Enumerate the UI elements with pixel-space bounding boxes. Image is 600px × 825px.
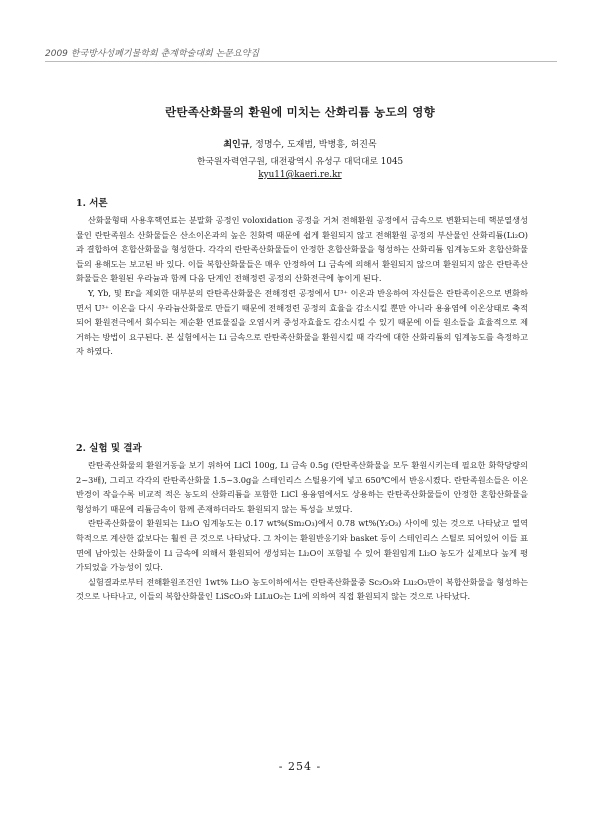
section-heading: 1. 서론 [76, 198, 108, 209]
email-line [0, 170, 600, 180]
co-authors: , 정명수, 도재범, 박병흥, 허진목 [249, 140, 377, 150]
paragraph: Y, Yb, 및 Er을 제외한 대부분의 란탄족산화물은 전해정련 공정에서 U³⁺ 이온과 반응하여 자신들은 란탄족이온으로 변화하면서 U³⁺ 이온을 다시 우라늄산화물로 만들기 때문에 전해정련 공정의 효율을 감소시킬 뿐만 아니라 용융염에 이온상태로 축적되어 환원전극에서 회수되는 제순환 연료물질을 오염시켜 중성자효율도 감소시킬 수 있기 때문에 이들 원소들을 효율적으로 제거하는 방법이 요구된다. 본 실험에서는 Li 금속으로 란탄족산화물을 환원시킬 때 각각에 대한 산화리튬의 임계농도를 측정하고자 하였다. [76, 287, 528, 357]
paragraph: 실험결과로부터 전해환원조건인 1wt% Li₂O 농도이하에서는 란탄족산화물중 Sc₂O₃와 Lu₂O₃만이 복합산화물을 형성하는 것으로 나타나고, 이들의 복합산화물인 LiScO₂와 LiLuO₂는 Li에 의하여 직접 환원되지 않는 것으로 나타났다. [76, 576, 528, 602]
paragraph: 란탄족산화물의 환원거동을 보기 위하여 LiCl 100g, Li 금속 0.5g (란탄족산화물을 모두 환원시키는데 필요한 화학당량의 2~3배), 그리고 각각의 란탄족산화물 1.5~3.0g을 스테인리스 스틸용기에 넣고 650℃에서 반응시켰다. 란탄족원소들은 이온반경이 작을수록 비교적 적은 농도의 산화리튬을 포함한 LiCl 용융염에서도 상용하는 란탄족산화물들이 안정한 혼합산화물을 형성하기 때문에 리튬금속이 함께 존재하더라도 환원되지 않는 특성을 보였다. [76, 460, 528, 514]
page-number: - 254 - [278, 760, 322, 773]
first-author: 최인규 [223, 140, 250, 150]
paragraph: 란탄족산화물이 환원되는 Li₂O 임계농도는 0.17 wt%(Sm₂O₃)에서 0.78 wt%(Y₂O₃) 사이에 있는 것으로 나타났고 열역학적으로 계산한 값보다는 훨씬 큰 것으로 나타났다. 그 차이는 환원반응기와 basket 등이 스테인리스 스틸로 되어있어 이들 표면에 남아있는 산화물이 Li 금속에 의해서 환원되어 생성되는 Li₂O이 포함될 수 있어 환원임계 Li₂O 농도가 실제보다 높게 평가되었을 가능성이 있다. [76, 518, 528, 573]
author-list [0, 137, 600, 150]
paragraph: 산화물형태 사용후핵연료는 분말화 공정인 voloxidation 공정을 거쳐 전해환원 공정에서 금속으로 변환되는데 핵분열생성물인 란탄족원소 산화물들은 산소이온과의 높은 친화력 때문에 쉽게 환원되지 않고 전해환원 공정의 부산물인 산화리튬(Li₂O)과 결합하여 혼합산화물을 형성한다. 각각의 란탄족산화물들이 안정한 혼합산화물을 형성하는 산화리튬 임계농도와 혼합산화물들의 용해도는 보고된 바 있다. 이들 복합산화물들은 매우 안정하여 Li 금속에 의해서 환원되지 않으며 환원되지 않은 란탄족산화물들은 환원된 우라늄과 함께 다음 단계인 전해정련 공정의 산화전극에 놓이게 된다. [76, 215, 528, 284]
header-rule [45, 61, 557, 62]
paper-title: 란탄족산화물의 환원에 미치는 산화리튬 농도의 영향 [165, 105, 435, 119]
running-header: 2009 한국방사성폐기물학회 춘계학술대회 논문요약집 [45, 49, 260, 59]
section-heading: 2. 실험 및 결과 [76, 443, 142, 454]
section-experiment [76, 440, 528, 604]
section-introduction [76, 195, 528, 359]
email-link[interactable]: kyu11@kaeri.re.kr [258, 170, 342, 180]
affiliation: 한국원자력연구원, 대전광역시 유성구 대덕대로 1045 [196, 157, 404, 167]
